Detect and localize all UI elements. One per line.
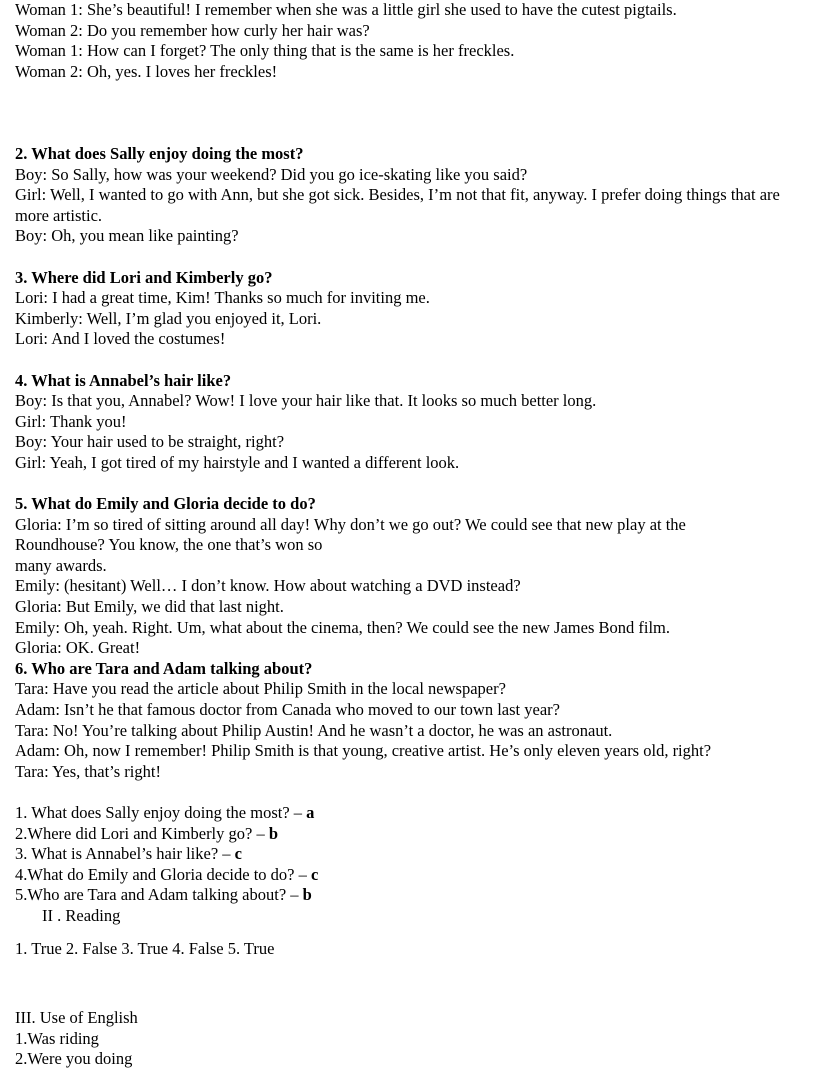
dialogue-line: Roundhouse? You know, the one that’s won so (15, 535, 323, 555)
answer-letter: b (302, 885, 312, 905)
answer-item: 1.Was riding (15, 1028, 99, 1048)
dialogue-line: Boy: Oh, you mean like painting? (15, 226, 239, 246)
dialogue-line: Emily: Oh, yeah. Right. Um, what about the cinema, then? We could see the new James Bond film. (15, 617, 671, 637)
dialogue-line: Adam: Oh, now I remember! Philip Smith is that young, creative artist. He’s only eleven years old, right? (15, 741, 712, 761)
dialogue-line: many awards. (15, 555, 107, 575)
dialogue-line: Gloria: But Emily, we did that last night. (15, 597, 284, 617)
intro-dialogue (15, 0, 805, 82)
section-q5 (15, 494, 805, 659)
section-q2 (15, 144, 805, 247)
section-use-of-english (15, 1008, 805, 1070)
dialogue-line: Girl: Yeah, I got tired of my hairstyle and I wanted a different look. (15, 452, 460, 472)
dialogue-line: Gloria: I’m so tired of sitting around all day! Why don’t we go out? We could see that new play at the (15, 514, 686, 534)
answer-question: 2.Where did Lori and Kimberly go? – (15, 823, 269, 843)
answer-line (15, 824, 805, 845)
dialogue-line: Woman 1: How can I forget? The only thing that is the same is her freckles. (15, 41, 515, 61)
answer-line (15, 844, 805, 865)
question-heading: 6. Who are Tara and Adam talking about? (15, 658, 313, 678)
section-q4 (15, 371, 805, 474)
dialogue-line: Girl: Well, I wanted to go with Ann, but she got sick. Besides, I’m not that fit, anyway. I prefer doing things that are more artistic. (15, 185, 780, 225)
dialogue-line: Boy: Your hair used to be straight, right? (15, 432, 285, 452)
answer-line (15, 885, 805, 906)
dialogue-line: Tara: Have you read the article about Philip Smith in the local newspaper? (15, 679, 506, 699)
dialogue-line: Emily: (hesitant) Well… I don’t know. How about watching a DVD instead? (15, 576, 521, 596)
question-heading: 3. Where did Lori and Kimberly go? (15, 267, 273, 287)
reading-answers: 1. True 2. False 3. True 4. False 5. True (15, 938, 275, 958)
answer-letter: c (234, 844, 242, 864)
document-page (15, 0, 805, 1070)
answer-item: 2.Were you doing (15, 1049, 133, 1069)
question-heading: 5. What do Emily and Gloria decide to do? (15, 494, 316, 514)
dialogue-line: Adam: Isn’t he that famous doctor from Canada who moved to our town last year? (15, 700, 560, 719)
dialogue-line: Boy: Is that you, Annabel? Wow! I love your hair like that. It looks so much better long. (15, 391, 597, 411)
answer-question: 3. What is Annabel’s hair like? – (15, 844, 235, 864)
dialogue-line: Lori: And I loved the costumes! (15, 329, 226, 349)
reading-heading: II . Reading (42, 905, 121, 925)
dialogue-line: Tara: Yes, that’s right! (15, 761, 161, 781)
answer-line (15, 803, 805, 824)
use-of-english-heading: III. Use of English (15, 1008, 138, 1028)
dialogue-line: Lori: I had a great time, Kim! Thanks so much for inviting me. (15, 288, 430, 308)
dialogue-line: Woman 2: Oh, yes. I loves her freckles! (15, 61, 278, 81)
answer-letter: b (268, 823, 279, 843)
dialogue-line: Boy: So Sally, how was your weekend? Did you go ice-skating like you said? (15, 164, 528, 184)
dialogue-line: Girl: Thank you! (15, 411, 127, 431)
dialogue-line: Tara: No! You’re talking about Philip Austin! And he wasn’t a doctor, he was an astronaut. (15, 720, 613, 740)
dialogue-line: Woman 2: Do you remember how curly her hair was? (15, 20, 370, 40)
question-heading: 2. What does Sally enjoy doing the most? (15, 143, 304, 163)
answer-question: 1. What does Sally enjoy doing the most? – (15, 802, 307, 822)
section-q6 (15, 659, 805, 783)
answer-letter: c (311, 864, 319, 884)
section-q3 (15, 268, 805, 350)
answer-question: 4.What do Emily and Gloria decide to do? – (15, 864, 312, 884)
dialogue-line: Woman 1: She’s beautiful! I remember when she was a little girl she used to have the cutest pigtails. (15, 0, 677, 19)
question-heading: 4. What is Annabel’s hair like? (15, 370, 232, 390)
answer-letter: a (306, 802, 315, 822)
answer-key (15, 803, 805, 906)
answer-line (15, 865, 805, 886)
dialogue-line: Kimberly: Well, I’m glad you enjoyed it, Lori. (15, 308, 322, 328)
dialogue-line: Gloria: OK. Great! (15, 638, 141, 658)
answer-question: 5.Who are Tara and Adam talking about? – (15, 885, 303, 905)
